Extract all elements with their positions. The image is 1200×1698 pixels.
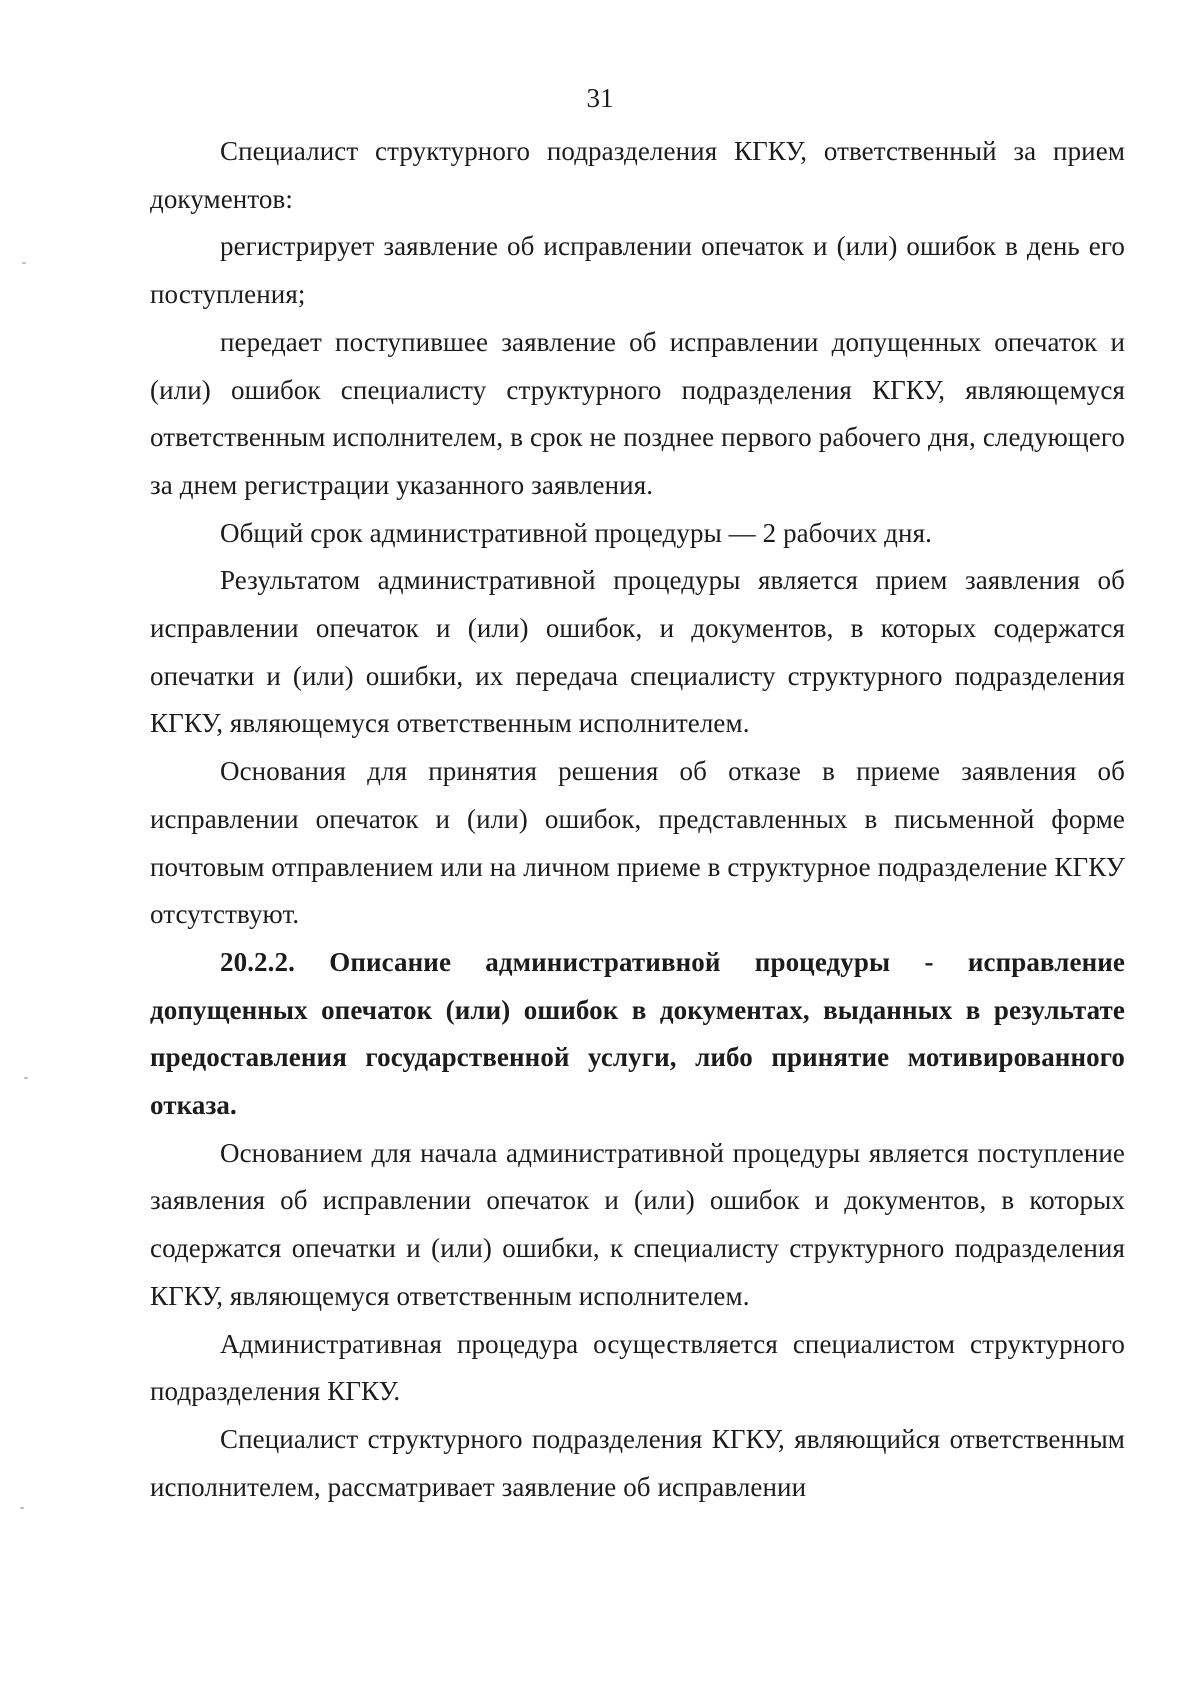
paragraph-total-term: Общий срок административной процедуры — 2 рабочих дня. xyxy=(220,517,932,548)
document-body xyxy=(150,128,1125,1511)
section-heading xyxy=(150,939,1125,1130)
paragraph-basis: Основанием для начала административной процедуры является поступление заявления об исправлении опечаток и (или) ошибок и документов, в которых содержатся опечатки и (или) ошибки, к специалисту структурного подразделения КГКУ, являющемуся ответственным исполнителем. xyxy=(150,1137,1125,1311)
paragraph-transfers: передает поступившее заявление об исправлении допущенных опечаток и (или) ошибок специалисту структурного подразделения КГКУ, являющемуся ответственным исполнителем, в срок не позднее первого рабочего дня, следующего за днем регистрации указанного заявления. xyxy=(150,326,1125,500)
scan-speck xyxy=(22,262,26,264)
page-number: 31 xyxy=(586,83,614,113)
section-number: 20.2.2. xyxy=(220,946,295,977)
paragraph-performed-by: Административная процедура осуществляется специалистом структурного подразделения КГКУ. xyxy=(150,1328,1125,1407)
paragraph-specialist-reception: Специалист структурного подразделения КГКУ, ответственный за прием документов: xyxy=(150,136,1125,214)
paragraph-refusal-grounds: Основания для принятия решения об отказе в приеме заявления об исправлении опечаток и (или) ошибок, представленных в письменной форме почтовым отправлением или на личном приеме в структурное подразделение КГКУ отсутствуют. xyxy=(150,756,1125,930)
section-title: Описание административной процедуры - исправление допущенных опечаток (или) ошибок в документах, выданных в результате предоставления государственной услуги, либо принятие мотивированного отказа. xyxy=(150,946,1125,1121)
scan-speck xyxy=(20,1507,24,1509)
scan-speck xyxy=(24,1077,28,1079)
paragraph-result: Результатом административной процедуры является прием заявления об исправлении опечаток и (или) ошибок, и документов, в которых содержатся опечатки и (или) ошибки, их передача специалисту структурного подразделения КГКУ, являющемуся ответственным исполнителем. xyxy=(150,565,1125,739)
paragraph-reviews: Специалист структурного подразделения КГКУ, являющийся ответственным исполнителем, рассматривает заявление об исправлении xyxy=(150,1423,1125,1502)
paragraph-registers: регистрирует заявление об исправлении опечаток и (или) ошибок в день его поступления; xyxy=(150,231,1125,310)
